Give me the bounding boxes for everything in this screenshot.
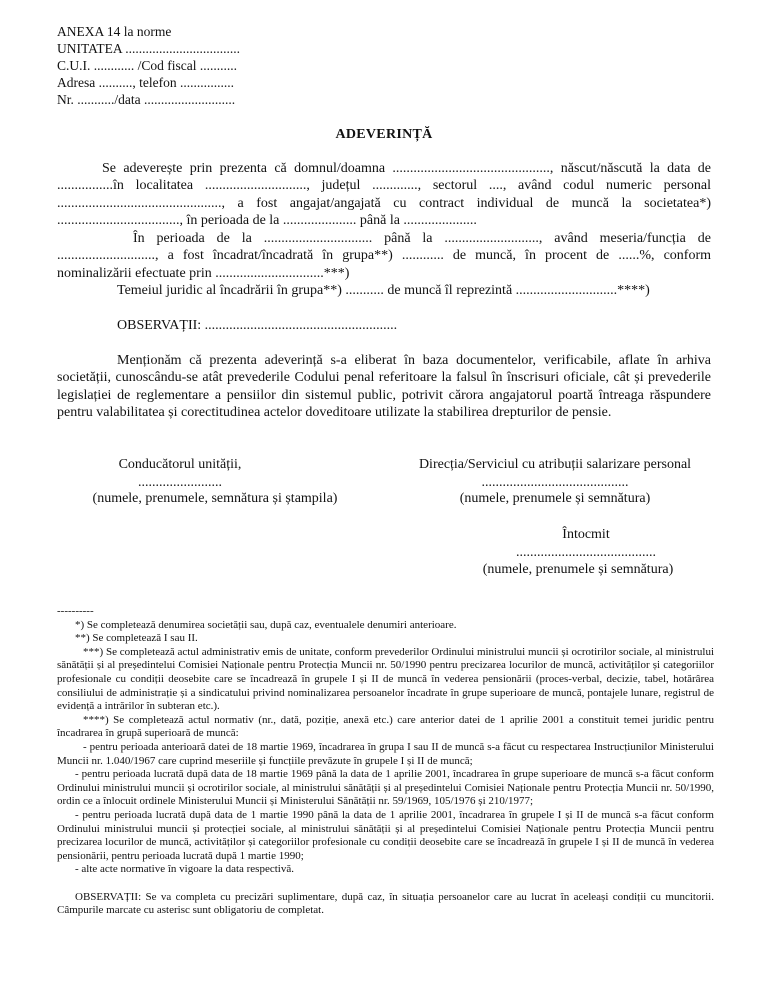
footnote-separator: ---------- [57,605,94,617]
footnote-4: ****) Se completează actul normativ (nr., dată, poziție, anexă etc.) care anterior datei de 1 aprilie 2001 a constituit temei juridic pentru încadrarea în grupă superioară de muncă: [57,713,714,740]
annex-label: ANEXA 14 la norme [57,24,172,39]
number-date-field: Nr. .........../data ........................... [57,92,236,107]
footnotes [57,605,714,918]
certificate-paragraph-3: Temeiul juridic al încadrării în grupa**) ........... de muncă îl reprezintă .............................****) [117,283,650,298]
footnote-4b: - pentru perioada lucrată după data de 18 martie 1969 până la data de 1 aprilie 2001, încadrarea în grupe superioare de muncă s-a făcut conform Ordinului ministrului muncii și ocrotirilor sociale, al ministrului sănătății și al președintelui Comisiei Naționale pentru Protecția Muncii nr. 50/1990, ordin ce a înlocuit ordinele Ministerului Muncii și Ministerului Sănătății nr. 59/1969, 105/1976 și 210/1977; [57,768,714,808]
footnote-3: ***) Se completează actul administrativ emis de unitate, conform prevederilor Ordinului ministrului muncii și ocrotirilor sociale, al ministrului sănătății și al președintelui Comisiei Naționale pentru Protecția Muncii nr. 50/1990 pentru precizarea locurilor de muncă, activităților și categoriilor profesionale cu condiții deosebite care se încadrează în grupele I și II de muncă în vederea pensionării (proces-verbal, decizie, tabel, hotărârea consiliului de administrație și a sindicatului privind nominalizarea persoanelor încadrate în grupe superioare de muncă, pontajele lunare, registrul de evidență a intrărilor în subteran etc.). [57,645,714,713]
signature-left-caption: (numele, prenumele, semnătura și ștampila) [92,491,338,506]
signature-right-title: Direcția/Serviciul cu atribuții salarizare personal [418,457,692,472]
address-field: Adresa .........., telefon ................ [57,75,234,90]
footnote-2: **) Se completează I sau II. [75,632,198,645]
unit-field: UNITATEA .................................. [57,41,241,56]
signature-bottom-caption: (numele, prenumele și semnătura) [482,562,674,577]
footnote-1: *) Se completează denumirea societății sau, după caz, eventualele denumiri anterioare. [75,618,457,631]
signature-bottom-dots: ........................................ [516,545,656,560]
signature-bottom-title: Întocmit [562,527,610,542]
cui-field: C.U.I. ............ /Cod fiscal ........... [57,58,237,73]
signature-right-caption: (numele, prenumele și semnătura) [459,491,651,506]
footnote-4c: - pentru perioada lucrată după data de 1 martie 1990 până la data de 1 aprilie 2001, încadrarea în grupele I și II de muncă s-a făcut conform Ordinului ministrului muncii și protecției sociale, al ministrului sănătății și al președintelui Comisiei Naționale pentru Protecția Muncii pentru precizarea locurilor de muncă, activităților și categoriilor profesionale cu condiții deosebite care se încadrează în grupele I și II de muncă în vederea pensionării, pentru perioada lucrată după 1 martie 1990; [57,808,714,862]
footnote-observations: OBSERVAȚII: Se va completa cu precizări suplimentare, după caz, în situația persoanelor care au lucrat în aceleași condiții cu muncitorii. Câmpurile marcate cu asterisc sunt obligatoriu de completat. [57,890,714,917]
certificate-paragraph-4: Menționăm că prezenta adeverință s-a eliberat în baza documentelor, verificabile, aflate în arhiva societății, cunoscându-se atât prevederile Codului penal referitoare la falsul în înscrisuri oficiale, cât și prevederile legislației de reglementare a pensiilor din sistemul public, potrivit cărora angajatorul poartă întreaga răspundere pentru valabilitatea și corectitudinea actelor doveditoare utilizate la stabilirea drepturilor de pensie. [57,353,711,421]
footnote-4a: - pentru perioada anterioară datei de 18 martie 1969, încadrarea în grupa I sau II de muncă s-a făcut cu respectarea Instrucțiunilor Ministerului Muncii nr. 1.040/1967 care cuprind meseriile și funcțiile prevăzute în grupele I și II de muncă; [57,740,714,767]
certificate-paragraph-2: În perioada de la ............................... până la ..........................., având meseria/funcția de ............................, a fost încadrat/încadrată în grupa**) ............ de muncă, în procent de ......%, conform nominalizării efectuate prin ...............................***) [57,231,711,281]
footnote-4d: - alte acte normative în vigoare la data respectivă. [75,863,294,876]
document-title: ADEVERINȚĂ [335,127,433,142]
signature-left-dots: ........................ [138,475,222,490]
signature-right-dots: .......................................... [481,475,629,490]
signature-left-title: Conducătorul unității, [118,457,242,472]
observations-line: OBSERVAȚII: ....................................................... [117,318,398,333]
certificate-paragraph-1: Se adeverește prin prezenta că domnul/doamna ............................................., născut/născută la data de ................în localitatea ............................., județul ............., sectorul ...., având codul numeric personal ..............................................., a fost angajat/angajată cu contract individual de muncă la societatea*) ..................................., în perioada de la ..................... până la ..................... [57,161,711,229]
